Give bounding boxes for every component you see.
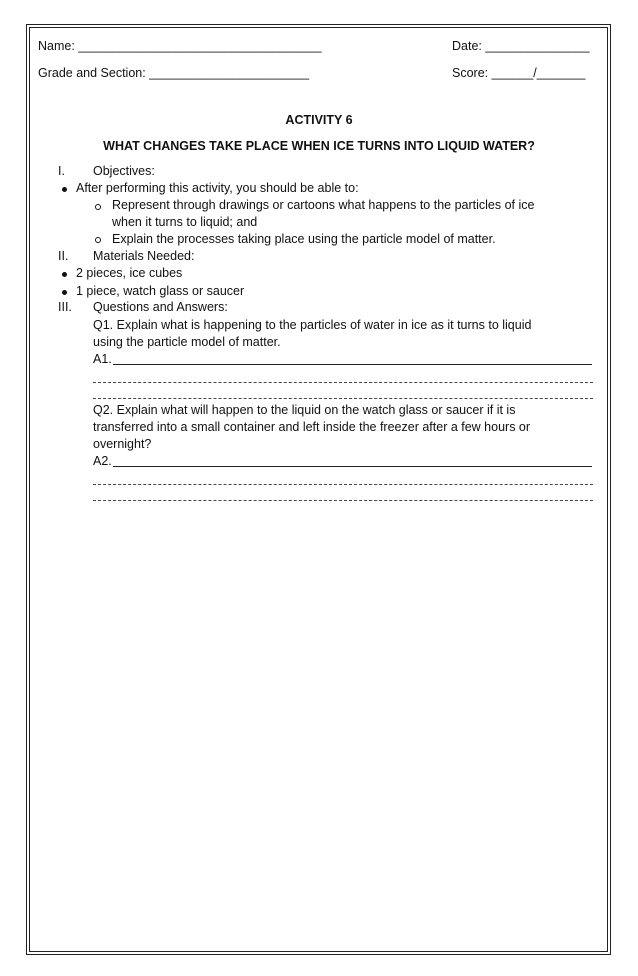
answer-1-line[interactable] xyxy=(93,398,593,399)
circle-bullet-icon xyxy=(95,204,101,210)
answer-2-line[interactable] xyxy=(93,500,593,501)
materials-label: Materials Needed: xyxy=(93,249,195,263)
question-2-line3: overnight? xyxy=(93,437,152,451)
question-2-line1: Q2. Explain what will happen to the liquid on the watch glass or saucer if it is xyxy=(93,403,516,417)
objectives-intro: After performing this activity, you should be able to: xyxy=(76,181,359,195)
questions-label: Questions and Answers: xyxy=(93,300,228,314)
grade-section-field[interactable]: Grade and Section: _______________________ xyxy=(38,66,310,80)
material-item-2: 1 piece, watch glass or saucer xyxy=(76,284,245,298)
objective-item-2: Explain the processes taking place using the particle model of matter. xyxy=(112,232,496,246)
question-1-line1: Q1. Explain what is happening to the particles of water in ice as it turns to liquid xyxy=(93,318,532,332)
section-numeral-objectives: I. xyxy=(58,164,65,178)
objectives-label: Objectives: xyxy=(93,164,155,178)
score-field[interactable]: Score: ______/_______ xyxy=(452,66,586,80)
question-2-line2: transferred into a small container and left inside the freezer after a few hours or xyxy=(93,420,531,434)
name-field[interactable]: Name: ___________________________________ xyxy=(38,39,322,53)
date-field[interactable]: Date: _______________ xyxy=(452,39,590,53)
answer-2-line[interactable] xyxy=(113,466,592,467)
answer-1-label: A1. xyxy=(93,352,112,366)
activity-question: WHAT CHANGES TAKE PLACE WHEN ICE TURNS INTO LIQUID WATER? xyxy=(103,139,535,153)
activity-title: ACTIVITY 6 xyxy=(285,113,353,127)
objective-item-1-line1: Represent through drawings or cartoons what happens to the particles of ice xyxy=(112,198,535,212)
section-numeral-materials: II. xyxy=(58,249,69,263)
question-1-line2: using the particle model of matter. xyxy=(93,335,281,349)
answer-2-label: A2. xyxy=(93,454,112,468)
bullet-icon xyxy=(62,272,67,277)
answer-1-line[interactable] xyxy=(113,364,592,365)
bullet-icon xyxy=(62,290,67,295)
answer-2-line[interactable] xyxy=(93,484,593,485)
circle-bullet-icon xyxy=(95,237,101,243)
bullet-icon xyxy=(62,187,67,192)
objective-item-1-line2: when it turns to liquid; and xyxy=(112,215,258,229)
material-item-1: 2 pieces, ice cubes xyxy=(76,266,183,280)
section-numeral-questions: III. xyxy=(58,300,72,314)
answer-1-line[interactable] xyxy=(93,382,593,383)
